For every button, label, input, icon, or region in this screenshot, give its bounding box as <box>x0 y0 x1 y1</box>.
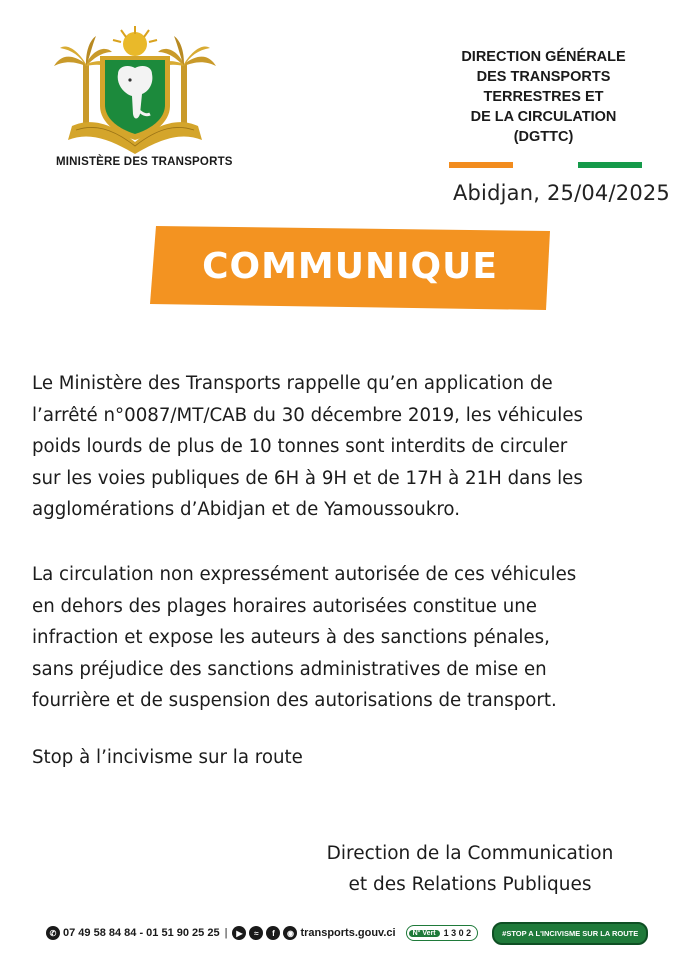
flag-white <box>513 162 577 168</box>
signature-line: et des Relations Publiques <box>348 874 592 895</box>
document-date: Abidjan, 25/04/2025 <box>452 181 670 205</box>
signature-block <box>300 838 640 900</box>
flag-orange <box>449 162 513 168</box>
directorate-title <box>436 47 651 147</box>
phone-icon: ✆ <box>46 926 60 940</box>
directorate-line: TERRESTRES ET <box>483 89 604 105</box>
paragraph-line: sur les voies publiques de 6H à 9H et de 17H à 21H dans les <box>32 467 583 489</box>
hotline-number: 1 3 0 2 <box>443 928 472 938</box>
facebook-icon[interactable]: f <box>266 926 280 940</box>
paragraph-line: en dehors des plages horaires autorisées constitue une <box>32 595 537 617</box>
slogan-badge: #STOP A L'INCIVISME SUR LA ROUTE <box>492 922 648 945</box>
hotline-tag: N° Vert <box>409 930 440 937</box>
ministry-name: MINISTÈRE DES TRANSPORTS <box>56 156 233 168</box>
messenger-icon[interactable]: ≈ <box>249 926 263 940</box>
paragraph-line: poids lourds de plus de 10 tonnes sont interdits de circuler <box>32 436 568 457</box>
paragraph-2 <box>32 559 692 717</box>
flag-green <box>578 162 642 168</box>
signature-line: Direction de la Communication <box>326 843 614 864</box>
directorate-line: DE LA CIRCULATION <box>470 109 617 125</box>
closing-line: Stop à l’incivisme sur la route <box>32 747 303 768</box>
coat-of-arms-emblem <box>50 22 220 157</box>
paragraph-1 <box>32 368 692 526</box>
paragraph-line: l’arrêté n°0087/MT/CAB du 30 décembre 2019, les véhicules <box>32 404 584 426</box>
footer-website[interactable]: transports.gouv.ci <box>300 927 396 939</box>
paragraph-line: Le Ministère des Transports rappelle qu’en application de <box>32 373 553 394</box>
communique-title: COMMUNIQUE <box>202 246 498 287</box>
directorate-line: DIRECTION GÉNÉRALE <box>461 49 626 65</box>
globe-icon: ◉ <box>283 926 297 940</box>
directorate-line: (DGTTC) <box>513 129 574 145</box>
paragraph-line: sans préjudice des sanctions administratives de mise en <box>32 658 547 680</box>
ivory-coast-flag-stripe <box>449 162 642 168</box>
paragraph-line: La circulation non expressément autorisée de ces véhicules <box>32 564 577 585</box>
sun-rays <box>113 26 157 56</box>
footer-phones[interactable]: 07 49 58 84 84 - 01 51 90 25 25 <box>63 927 220 939</box>
hotline-badge <box>406 925 479 941</box>
paragraph-line: fourrière et de suspension des autorisations de transport. <box>32 690 557 711</box>
directorate-line: DES TRANSPORTS <box>476 69 611 85</box>
paragraph-line: infraction et expose les auteurs à des sanctions pénales, <box>32 627 550 648</box>
footer-separator: | <box>224 927 228 939</box>
youtube-icon[interactable]: ▶ <box>232 926 246 940</box>
footer-bar <box>46 918 646 948</box>
paragraph-line: agglomérations d’Abidjan et de Yamoussoukro. <box>32 499 460 520</box>
